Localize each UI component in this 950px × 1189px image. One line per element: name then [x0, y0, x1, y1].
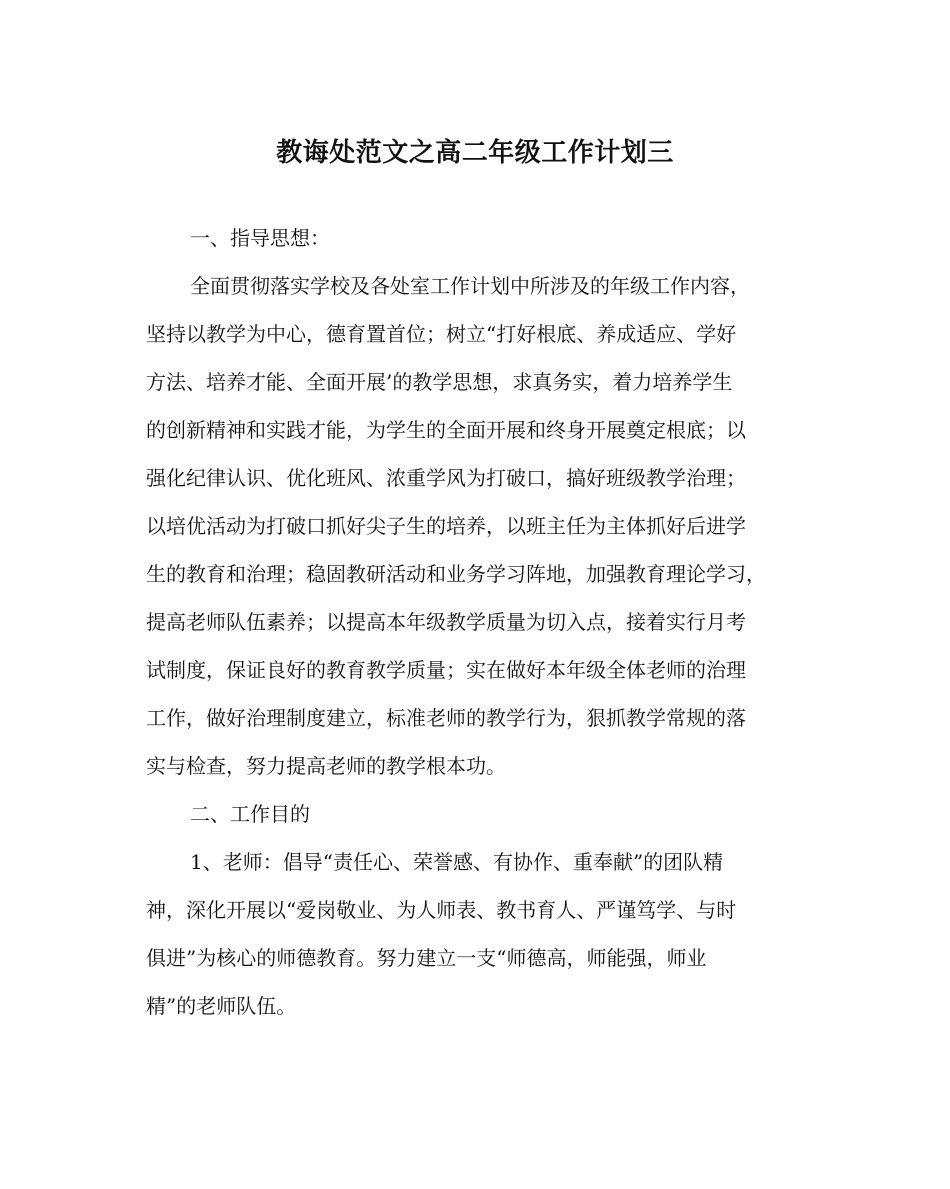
paragraph-line: 生的教育和治理；稳固教研活动和业务学习阵地，加强教育理论学习，: [146, 562, 766, 586]
paragraph-line: 俱进”为核心的师德教育。努力建立一支“师德高，师能强，师业: [146, 946, 707, 970]
paragraph-line: 全面贯彻落实学校及各处室工作计划中所涉及的年级工作内容，: [190, 274, 750, 298]
paragraph-line: 提高老师队伍素养；以提高本年级教学质量为切入点，接着实行月考: [146, 610, 746, 634]
heading-guiding-thought: 一、指导思想：: [190, 226, 330, 250]
document-title: 教诲处范文之高二年级工作计划三: [276, 138, 674, 168]
paragraph-line: 神，深化开展以“爱岗敬业、为人师表、教书育人、严谨笃学、与时: [146, 898, 737, 922]
paragraph-line: 1、老师：倡导“责任心、荣誉感、有协作、重奉献”的团队精: [190, 850, 724, 874]
paragraph-line: 以培优活动为打破口抓好尖子生的培养，以班主任为主体抓好后进学: [146, 514, 746, 538]
paragraph-line: 强化纪律认识、优化班风、浓重学风为打破口，搞好班级教学治理；: [146, 466, 746, 490]
heading-work-goals: 二、工作目的: [190, 802, 310, 826]
paragraph-line: 精”的老师队伍。: [146, 994, 297, 1018]
paragraph-line: 工作，做好治理制度建立，标准老师的教学行为，狠抓教学常规的落: [146, 706, 746, 730]
paragraph-line: 的创新精神和实践才能，为学生的全面开展和终身开展奠定根底；以: [146, 418, 746, 442]
paragraph-line: 试制度，保证良好的教育教学质量；实在做好本年级全体老师的治理: [146, 658, 746, 682]
paragraph-line: 方法、培养才能、全面开展’的教学思想，求真务实，着力培养学生: [146, 370, 733, 394]
paragraph-line: 实与检查，努力提高老师的教学根本功。: [146, 754, 506, 778]
paragraph-line: 坚持以教学为中心，德育置首位；树立“打好根底、养成适应、学好: [146, 322, 737, 346]
